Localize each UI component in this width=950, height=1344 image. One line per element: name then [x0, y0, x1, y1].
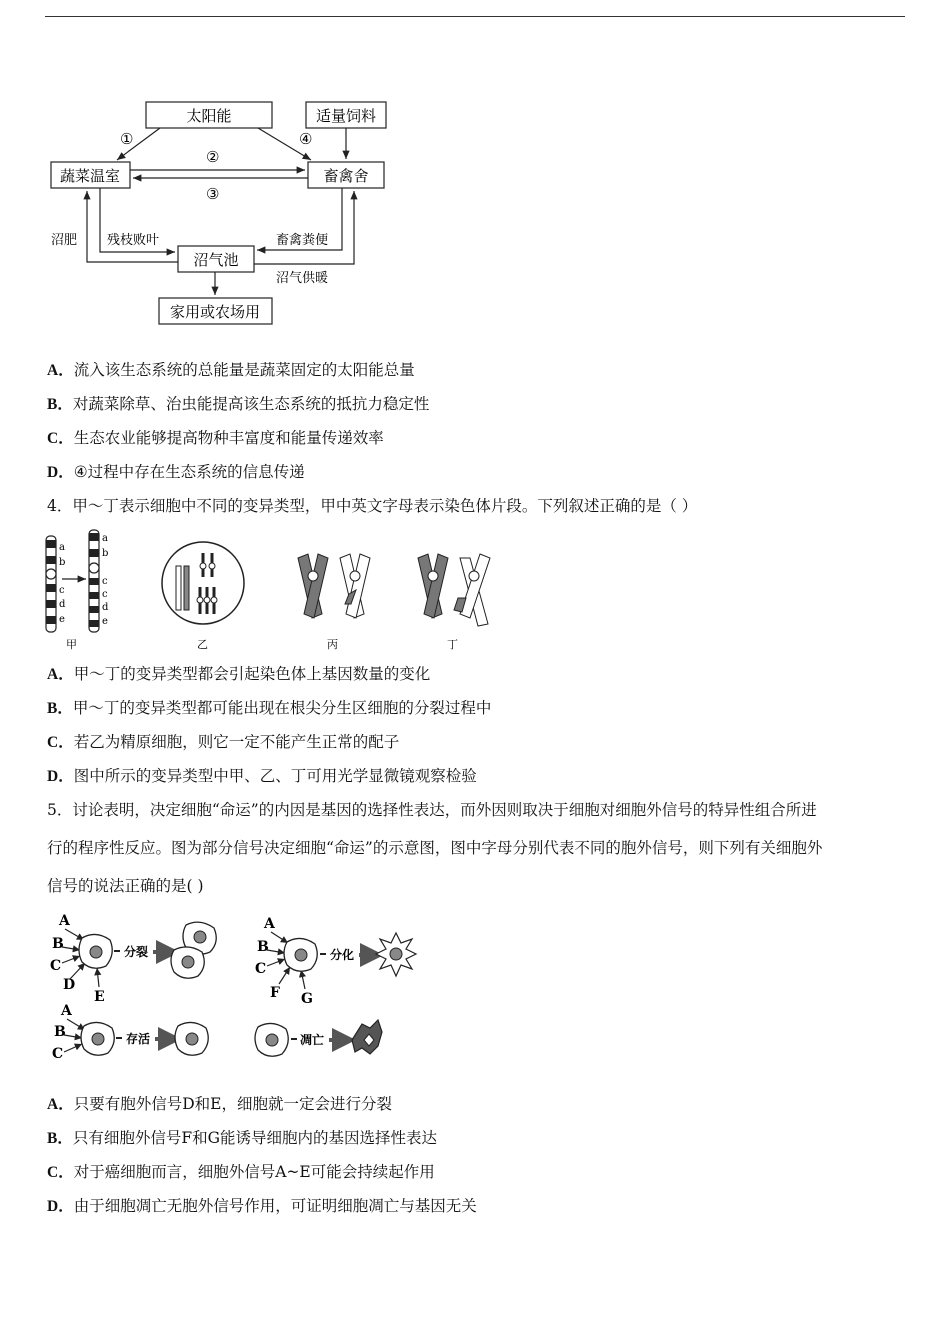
- svg-text:C: C: [50, 958, 62, 974]
- bing-chromosomes: [298, 554, 370, 618]
- heat-label: 沼气供暖: [276, 271, 329, 286]
- svg-text:c: c: [102, 576, 108, 587]
- divide-label: 分裂: [124, 945, 149, 959]
- svg-text:d: d: [102, 602, 109, 613]
- q3-option-a: A．流入该生态系统的总能量是蔬菜固定的太阳能总量: [47, 361, 415, 379]
- svg-text:F: F: [270, 985, 280, 1001]
- process-4-label: ④: [299, 130, 313, 148]
- bing-label: 丙: [327, 638, 338, 651]
- survive-panel: [52, 1003, 208, 1062]
- svg-text:E: E: [94, 989, 105, 1005]
- svg-text:c: c: [59, 585, 65, 596]
- process-3-label: ③: [206, 185, 220, 203]
- q3-option-c: C．生态农业能够提高物种丰富度和能量传递效率: [47, 429, 384, 447]
- q4-option-b: B．甲～丁的变异类型都可能出现在根尖分生区细胞的分裂过程中: [47, 699, 492, 717]
- yi-label: 乙: [197, 638, 208, 651]
- svg-text:B: B: [52, 936, 64, 952]
- differentiate-label: 分化: [330, 948, 355, 962]
- svg-text:A: A: [264, 916, 275, 932]
- livestock-label: 畜禽舍: [323, 167, 369, 185]
- sun-label: 太阳能: [186, 107, 232, 125]
- q3-option-b: B．对蔬菜除草、治虫能提高该生态系统的抵抗力稳定性: [47, 395, 430, 413]
- svg-text:C: C: [255, 961, 267, 977]
- residue-label: 残枝败叶: [107, 233, 160, 248]
- process-1-label: ①: [120, 130, 134, 148]
- ding-label: 丁: [447, 638, 458, 651]
- use-label: 家用或农场用: [169, 303, 261, 321]
- svg-text:d: d: [59, 599, 66, 610]
- q5-option-a: A．只要有胞外信号D和E，细胞就一定会进行分裂: [47, 1095, 392, 1113]
- yi-cell: [162, 542, 244, 624]
- apoptosis-label: 凋亡: [300, 1033, 325, 1047]
- svg-text:B: B: [54, 1024, 66, 1040]
- q3-option-d: D．④过程中存在生态系统的信息传递: [47, 463, 305, 481]
- q4-stem: 4．甲～丁表示细胞中不同的变异类型，甲中英文字母表示染色体片段。下列叙述正确的是（ ）: [47, 497, 698, 515]
- ding-chromosomes: [418, 554, 490, 626]
- greenhouse-label: 蔬菜温室: [59, 167, 121, 185]
- biogas-label: 沼气池: [193, 251, 239, 269]
- svg-text:a: a: [102, 533, 108, 544]
- svg-text:b: b: [102, 548, 109, 559]
- q4-option-a: A．甲～丁的变异类型都会引起染色体上基因数量的变化: [47, 665, 431, 683]
- dung-label: 畜禽粪便: [276, 233, 329, 248]
- q4-option-c: C．若乙为精原细胞，则它一定不能产生正常的配子: [47, 733, 400, 751]
- q5-option-b: B．只有细胞外信号F和G能诱导细胞内的基因选择性表达: [47, 1129, 437, 1147]
- cell-signal-figure: [40, 905, 430, 1065]
- svg-text:G: G: [301, 991, 313, 1007]
- eco-agriculture-diagram: [40, 95, 400, 330]
- svg-text:A: A: [59, 913, 70, 929]
- svg-text:e: e: [59, 614, 65, 625]
- q5-option-d: D．由于细胞凋亡无胞外信号作用，可证明细胞凋亡与基因无关: [47, 1197, 477, 1215]
- svg-text:a: a: [59, 542, 65, 553]
- jia-chromosome-left: [46, 536, 56, 632]
- apoptosis-panel: [255, 1020, 382, 1056]
- divide-panel: [50, 913, 216, 1005]
- q5-stem-line-1: 5．讨论表明，决定细胞“命运”的内因是基因的选择性表达，而外因则取决于细胞对细胞外信号的特异性组合所进: [47, 801, 817, 819]
- q5-stem-line-2: 行的程序性反应。图为部分信号决定细胞“命运”的示意图，图中字母分别代表不同的胞外信号，则下列有关细胞外: [47, 839, 823, 857]
- jia-label: 甲: [66, 638, 77, 651]
- q4-option-d: D．图中所示的变异类型中甲、乙、丁可用光学显微镜观察检验: [47, 767, 477, 785]
- svg-text:C: C: [52, 1046, 64, 1062]
- differentiate-panel: [255, 916, 416, 1007]
- jia-chromosome-right: [89, 530, 99, 632]
- q5-option-c: C．对于癌细胞而言，细胞外信号A~E可能会持续起作用: [47, 1163, 435, 1181]
- process-2-label: ②: [206, 148, 220, 166]
- svg-text:c: c: [102, 589, 108, 600]
- svg-text:D: D: [63, 977, 76, 993]
- q5-stem-line-3: 信号的说法正确的是( ): [47, 877, 204, 895]
- feed-label: 适量饲料: [315, 107, 377, 125]
- svg-text:e: e: [102, 616, 108, 627]
- chromosome-variation-figure: [40, 528, 500, 652]
- manure-label: 沼肥: [51, 233, 78, 248]
- header-rule: [45, 16, 905, 17]
- svg-text:A: A: [61, 1003, 72, 1019]
- svg-text:b: b: [59, 557, 66, 568]
- svg-text:B: B: [257, 939, 269, 955]
- survive-label: 存活: [126, 1032, 151, 1046]
